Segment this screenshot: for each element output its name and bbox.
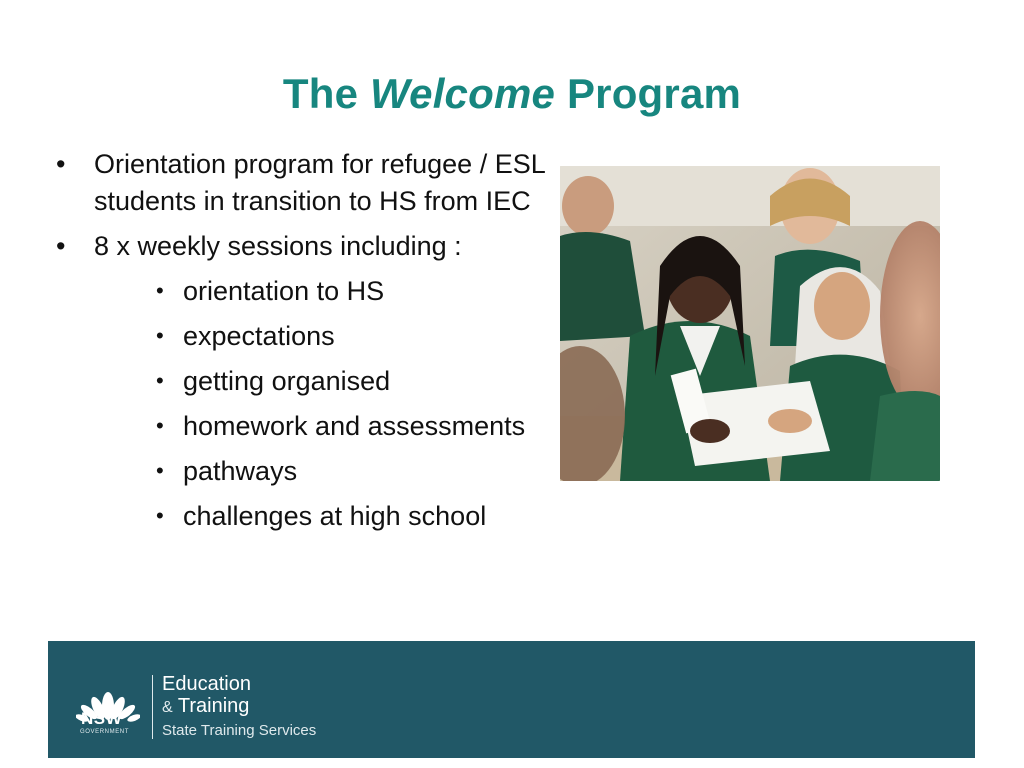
sub-bullet-item [156,453,556,489]
brand-education: Education [162,673,251,695]
brand-training: Training [177,695,250,717]
bullet-item [56,146,556,220]
sub-bullet-text: orientation to HS [183,276,385,306]
sub-bullet-dot: • [156,503,164,528]
bullet-dot: • [56,231,66,261]
government-logo-text: GOVERNMENT [80,729,130,735]
sub-bullet-dot: • [156,458,164,483]
sub-bullet-text: challenges at high school [183,501,487,531]
logo-divider [152,675,153,739]
title-emphasis: Welcome [370,70,556,117]
sub-bullet-dot: • [156,323,164,348]
nsw-logo-text: NSW [81,709,123,728]
slide-title [0,70,1024,118]
sub-bullet-item [156,363,556,399]
sub-bullet-item [156,318,556,354]
bullet-item [56,228,556,265]
brand-state-training-services: State Training Services [162,722,317,739]
bullet-list [56,146,556,543]
students-photo [560,166,940,481]
sub-bullet-dot: • [156,413,164,438]
title-part2: Program [555,70,742,117]
sub-bullet-text: expectations [183,321,335,351]
students-photo-illustration [560,166,940,481]
brand-training-line [162,695,316,719]
brand-text [162,673,316,743]
footer-bar [48,641,975,758]
sub-bullet-item [156,408,556,444]
sub-bullet-text: pathways [183,456,298,486]
bullet-dot: • [56,149,66,179]
sub-bullet-list [156,273,556,534]
bullet-text: 8 x weekly sessions including : [94,231,462,261]
sub-bullet-dot: • [156,278,164,303]
brand-ampersand: & [162,699,173,716]
sub-bullet-text: getting organised [183,366,391,396]
sub-bullet-item [156,273,556,309]
title-part1: The [282,70,371,117]
sub-bullet-text: homework and assessments [183,411,526,441]
sub-bullet-item [156,498,556,534]
sub-bullet-dot: • [156,368,164,393]
bullet-text: Orientation program for refugee / ESL students in transition to HS from IEC [94,149,545,216]
